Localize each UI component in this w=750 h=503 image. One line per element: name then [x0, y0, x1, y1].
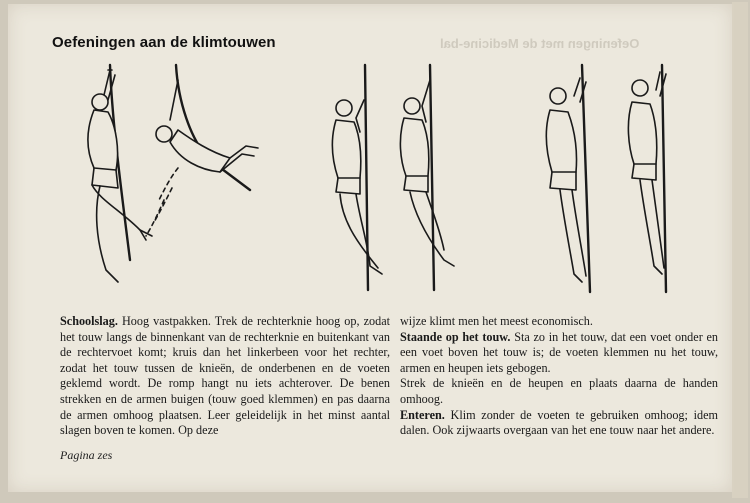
climber-enter-2 — [628, 65, 666, 292]
paragraph-staande — [400, 330, 718, 377]
heading-schoolslag: Schoolslag. — [60, 314, 118, 328]
climber-crossed-legs — [146, 65, 258, 236]
page-edge — [732, 2, 748, 498]
body-schoolslag: Hoog vastpakken. Trek de rechterknie hoog op, zodat het touw langs de binnenkant van de rechterknie en buitenkant van de rechtervoet komt; kruis dan het linkerbeen voor het rechter, zodat het touw tussen de knieën, de onderbenen en de voeten geklemd wordt. De romp hangt nu iets achterover. De benen strekken en de armen buigen (touw goed klemmen) en pas daarna de armen omhoog plaatsen. Leer geleidelijk in het minst aantal slagen boven te komen. Op deze — [60, 314, 390, 438]
climbing-illustrations — [60, 60, 710, 300]
paragraph-schoolslag — [60, 314, 390, 439]
body-staande: Sta zo in het touw, dat een voet onder en een voet boven het touw is; de voeten klemmen nu het touw, armen en heupen iets gebogen. — [400, 329, 718, 375]
paragraph-strek: Strek de knieën en de heupen en plaats daarna de handen omhoog. — [400, 376, 718, 406]
paragraph-enteren — [400, 408, 718, 439]
page-number: Pagina zes — [60, 448, 113, 462]
paragraph-continuation: wijze klimt men het meest economisch. — [400, 314, 593, 328]
climber-standing-1 — [332, 65, 382, 290]
climber-school-stroke — [88, 65, 152, 282]
text-column-right — [400, 314, 718, 439]
climber-enter-1 — [546, 65, 590, 292]
heading-enteren: Enteren. — [400, 407, 445, 422]
bleed-through-text: Oefeningen met de Medicine-bal — [440, 36, 640, 51]
page-title: Oefeningen aan de klimtouwen — [52, 34, 276, 51]
heading-staande: Staande op het touw. — [400, 329, 511, 344]
climber-standing-2 — [400, 65, 454, 290]
body-enteren: Klim zonder de voeten te gebruiken omhoog; idem dalen. Ook zijwaarts overgaan van het ene touw naar het andere. — [400, 407, 718, 438]
text-column-left — [60, 314, 390, 439]
